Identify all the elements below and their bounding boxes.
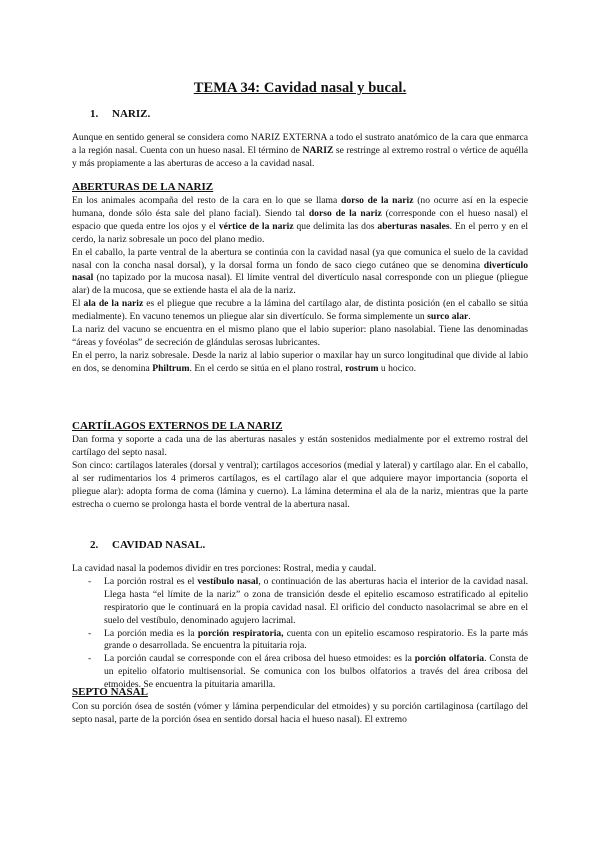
paragraph: La nariz del vacuno se encuentra en el mismo plano que el labio superior: plano nasolabial. Tiene las denominadas “áreas y fovéolas” de secreción de glándulas serosas lubricantes. [72, 324, 528, 348]
section-heading-nariz [90, 108, 150, 120]
bold-term: NARIZ [302, 144, 334, 156]
list-item-text: La porción rostral es el vestíbulo nasal, o continuación de las aberturas hacia el interior de la cavidad nasal. Llega hasta “el límite de la nariz” o zona de transición desde el epitelio escamoso estratificado al epitelio respiratorio que le continuará en la propia cavidad nasal. El orificio del conducto nasolacrimal se abre en el suelo del vestíbulo, denominado agujero lacrimal. [104, 575, 529, 626]
bold-term: dorso de la nariz [341, 195, 414, 206]
cartilagos-block [72, 434, 528, 511]
dash-bullet: - [88, 575, 92, 587]
paragraph: Dan forma y soporte a cada una de las aberturas nasales y están sostenidos medialmente por el extremo rostral del cartílago del septo nasal. [72, 434, 528, 458]
paragraph: Aunque en sentido general se considera como NARIZ EXTERNA a todo el sustrato anatómico de la cara que enmarca a la región nasal. Cuenta con un hueso nasal. El término de NARIZ se restringe al extremo rostral o vértice de aquélla y más propiamente a las aberturas de acceso a la cavidad nasal. [72, 132, 528, 169]
subheading-aberturas: ABERTURAS DE LA NARIZ [72, 181, 214, 193]
bold-term: ala de la nariz [83, 298, 144, 310]
paragraph: En los animales acompaña del resto de la cara en lo que se llama dorso de la nariz (no ocurre así en la especie humana, donde sólo ésta sale del plano facial). Siendo tal dorso de la nariz (corresponde con el hueso nasal) el espacio que queda entre los ojos y el vértice de la nariz que delimita las dos aberturas nasales. En el perro y en el cerdo, la nariz sobresale un poco del plano medio. [72, 195, 529, 245]
paragraph: Son cinco: cartílagos laterales (dorsal y ventral); cartílagos accesorios (medial y lateral) y cartílago alar. En el caballo, al ser rudimentarios los 4 primeros cartílagos, es el cartílago alar el que adquiere mayor importancia (soporta el pliegue alar): adopta forma de coma (lámina y cuerno). La lámina determina el ala de la nariz, mientras que la parte estrecha o cuerno se prolonga hasta el borde ventral de la abertura nasal. [72, 459, 528, 510]
dash-bullet: - [88, 653, 92, 665]
section-number: 2. [90, 539, 99, 551]
section-title: NARIZ. [112, 108, 151, 120]
paragraph: En el caballo, la parte ventral de la abertura se continúa con la cavidad nasal (ya que comunica el suelo de la cavidad nasal con la concha nasal dorsal), y la dorsal forma un fondo de saco ciego cutáneo que se denomina divertículo nasal (no tapizado por la mucosa nasal). El límite ventral del divertículo nasal corresponde con un pliegue (pliegue alar) de la mucosa, que se extiende hasta el ala de la nariz. [72, 246, 528, 297]
bold-term: dorso de la nariz [308, 207, 382, 219]
bold-term: vestíbulo nasal [197, 575, 259, 587]
section-heading-cavidad [90, 539, 205, 551]
bold-term: porción olfatoria [414, 653, 485, 665]
subheading-septo: SEPTO NASAL [72, 686, 148, 698]
section-title: CAVIDAD NASAL. [112, 539, 206, 551]
list-item-text: La porción media es la porción respiratoria, cuenta con un epitelio escamoso respiratorio. Es la parte más grande o desarrollada. Se encuentra la pituitaria roja. [104, 627, 528, 652]
paragraph: La cavidad nasal la podemos dividir en tres porciones: Rostral, media y caudal. [72, 563, 377, 574]
intro-block [72, 132, 528, 171]
septo-block [72, 701, 528, 727]
list-item-text: La porción caudal se corresponde con el área cribosa del hueso etmoides: es la porción olfatoria. Consta de un epitelio olfatorio multisensorial. Se comunica con los bulbos olfatorios a través del área cribosa del etmoides. Se encuentra la pituitaria amarilla. [104, 653, 528, 691]
cavidad-block [72, 563, 528, 692]
subheading-cartilagos: CARTÍLAGOS EXTERNOS DE LA NARIZ [72, 420, 283, 432]
bold-term: rostrum [345, 362, 379, 374]
bold-term: vértice de la nariz [218, 220, 294, 232]
aberturas-block [72, 195, 528, 376]
bold-term: surco alar [427, 311, 469, 323]
dash-bullet: - [88, 627, 92, 639]
paragraph: El ala de la nariz es el pliegue que recubre a la lámina del cartílago alar, de distinta posición (en el caballo se sitúa medialmente). En vacuno tenemos un pliegue alar sin divertículo. Se forma simplemente un surco alar. [72, 298, 528, 323]
page-title: TEMA 34: Cavidad nasal y bucal. [193, 80, 407, 96]
porciones-list [72, 576, 528, 692]
list-item [72, 576, 528, 628]
bold-term: divertículo nasal [72, 259, 528, 284]
bold-term: aberturas nasales [377, 220, 450, 232]
paragraph: En el perro, la nariz sobresale. Desde la nariz al labio superior o maxilar hay un surco longitudinal que divide al labio en dos, se denomina Philtrum. En el cerdo se sitúa en el plano rostral, rostrum u hocico. [72, 349, 528, 374]
paragraph: Con su porción ósea de sostén (vómer y lámina perpendicular del etmoides) y su porción cartilaginosa (cartílago del septo nasal, parte de la porción ósea en sentido dorsal hacia el hueso nasal). El extremo [72, 701, 528, 725]
section-number: 1. [90, 108, 99, 120]
bold-term: porción respiratoria, [197, 627, 284, 639]
bold-term: Philtrum [152, 362, 190, 374]
list-item [72, 628, 528, 654]
